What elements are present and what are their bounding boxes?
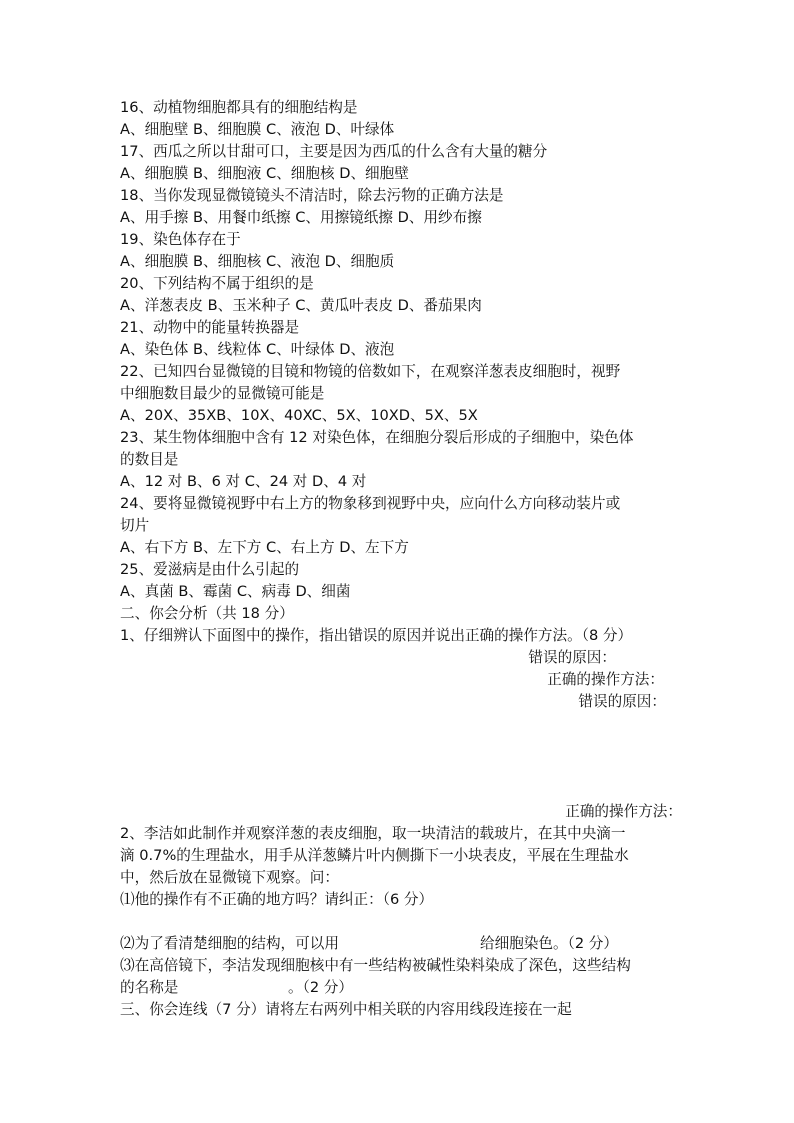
q25-stem: 25、爱滋病是由什么引起的	[120, 561, 300, 578]
q18-stem: 18、当你发现显微镜镜头不清洁时，除去污物的正确方法是	[120, 187, 504, 204]
q23-stem-cont: 的数目是	[120, 451, 179, 468]
s2-q2-sub2-part1: ⑵为了看清楚细胞的结构，可以用	[120, 935, 339, 952]
q23-stem: 23、某生物体细胞中含有 12 对染色体，在细胞分裂后形成的子细胞中，染色体	[120, 429, 634, 446]
section2-heading: 二、你会分析（共 18 分）	[120, 605, 294, 622]
q21-stem: 21、动物中的能量转换器是	[120, 319, 300, 336]
q24-stem-cont: 切片	[120, 517, 150, 534]
s2-q2-sub1: ⑴他的操作有不正确的地方吗？请纠正：（6 分）	[120, 891, 434, 908]
s2-q2-sub2-part2: 给细胞染色。（2 分）	[480, 935, 618, 952]
q17-stem: 17、西瓜之所以甘甜可口，主要是因为西瓜的什么含有大量的糖分	[120, 143, 548, 160]
q17-options: A、细胞膜 B、细胞液 C、细胞核 D、细胞壁	[120, 165, 409, 182]
q19-stem: 19、染色体存在于	[120, 231, 241, 248]
s2-q2-sub3-part2: 。（2 分）	[288, 979, 353, 996]
q16-stem: 16、动植物细胞都具有的细胞结构是	[120, 99, 358, 116]
error-reason-label-1: 错误的原因：	[528, 649, 616, 666]
q24-options: A、右下方 B、左下方 C、右上方 D、左下方	[120, 539, 409, 556]
q23-options: A、12 对 B、6 对 C、24 对 D、4 对	[120, 473, 367, 490]
q19-options: A、细胞膜 B、细胞核 C、液泡 D、细胞质	[120, 253, 395, 270]
s2-q2-sub3-part1: 的名称是	[120, 979, 179, 996]
q22-options: A、20X、35XB、10X、40XC、5X、10XD、5X、5X	[120, 407, 478, 424]
q18-options: A、用手擦 B、用餐巾纸擦 C、用擦镜纸擦 D、用纱布擦	[120, 209, 482, 226]
s2-q1-prompt: 1、仔细辨认下面图中的操作，指出错误的原因并说出正确的操作方法。（8 分）	[120, 627, 633, 644]
q20-options: A、洋葱表皮 B、玉米种子 C、黄瓜叶表皮 D、番茄果肉	[120, 297, 482, 314]
s2-q2-line2: 滴 0.7%的生理盐水，用手从洋葱鳞片叶内侧撕下一小块表皮，平展在生理盐水	[120, 847, 629, 864]
s2-q2-line3: 中，然后放在显微镜下观察。问：	[120, 869, 339, 886]
s2-q2-sub3-line1: ⑶在高倍镜下，李洁发现细胞核中有一些结构被碱性染料染成了深色，这些结构	[120, 957, 631, 974]
s2-q2-line1: 2、李洁如此制作并观察洋葱的表皮细胞，取一块清洁的载玻片，在其中央滴一	[120, 825, 626, 842]
q24-stem: 24、要将显微镜视野中右上方的物象移到视野中央，应向什么方向移动装片或	[120, 495, 621, 512]
q16-options: A、细胞壁 B、细胞膜 C、液泡 D、叶绿体	[120, 121, 395, 138]
q22-stem: 22、已知四台显微镜的目镜和物镜的倍数如下，在观察洋葱表皮细胞时，视野	[120, 363, 621, 380]
q22-stem-cont: 中细胞数目最少的显微镜可能是	[120, 385, 325, 402]
section3-heading: 三、你会连线（7 分）请将左右两列中相关联的内容用线段连接在一起	[120, 1001, 572, 1018]
q25-options: A、真菌 B、霉菌 C、病毒 D、细菌	[120, 583, 351, 600]
correct-method-label-1: 正确的操作方法：	[547, 671, 664, 688]
q20-stem: 20、下列结构不属于组织的是	[120, 275, 314, 292]
correct-method-label-2: 正确的操作方法：	[565, 803, 682, 820]
q21-options: A、染色体 B、线粒体 C、叶绿体 D、液泡	[120, 341, 395, 358]
error-reason-label-2: 错误的原因：	[578, 693, 666, 710]
